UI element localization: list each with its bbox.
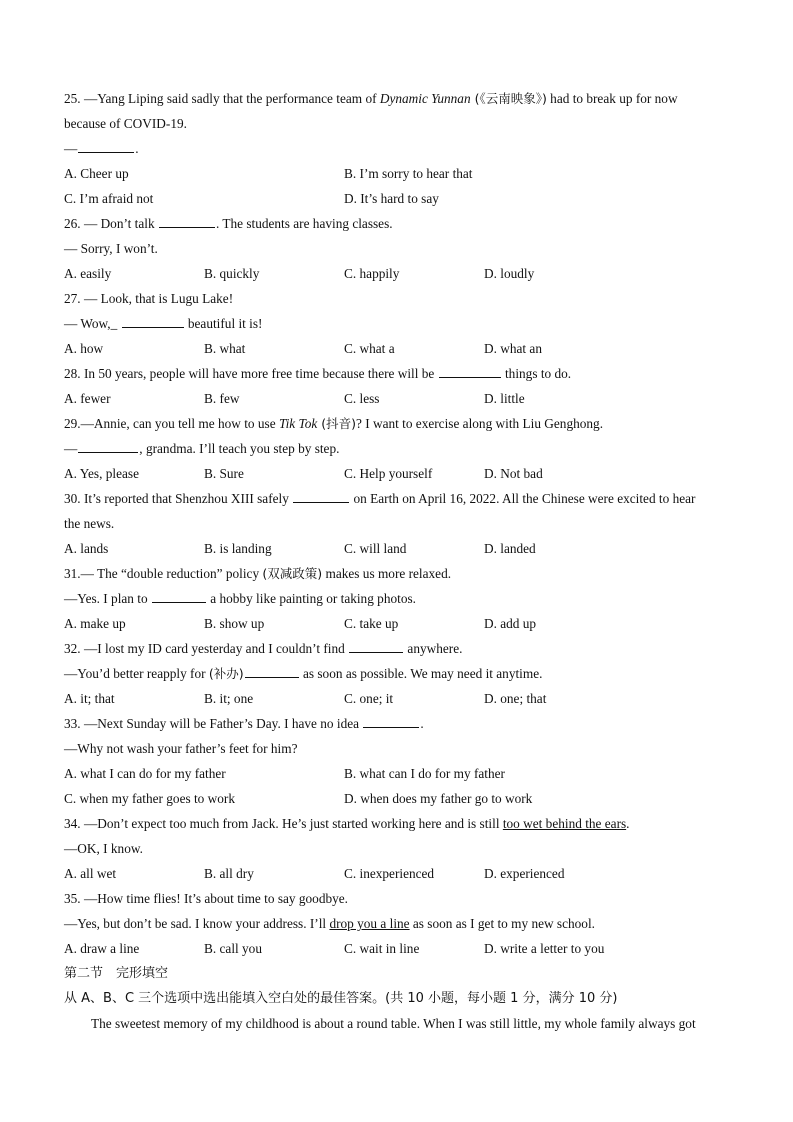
q35-response-text: —Yes, but don’t be sad. I know your address. I’ll [64, 916, 330, 931]
q33-option-b[interactable]: B. what can I do for my father [344, 766, 505, 781]
q32-response-text-end: as soon as possible. We may need it anytime. [299, 666, 543, 681]
answer-blank[interactable] [349, 640, 403, 653]
q34-stem-text: 34. —Don’t expect too much from Jack. He’s just started working here and is still [64, 816, 503, 831]
q29-title-italic: Tik Tok [278, 416, 318, 431]
answer-blank[interactable] [159, 215, 215, 228]
q26-stem-text-end: . The students are having classes. [215, 216, 393, 231]
q34-underlined-phrase: too wet behind the ears [502, 816, 627, 831]
q27-response-text-end: beautiful it is! [184, 316, 263, 331]
q31-response-text-end: a hobby like painting or taking photos. [206, 591, 416, 606]
q34-option-b[interactable]: B. all dry [204, 866, 254, 881]
q25-option-b[interactable]: B. I’m sorry to hear that [344, 166, 473, 181]
q35-stem-line1: 35. —How time flies! It’s about time to say goodbye. [64, 891, 348, 906]
answer-blank[interactable] [245, 665, 299, 678]
answer-blank[interactable] [363, 715, 419, 728]
answer-blank[interactable] [122, 315, 184, 328]
q27-stem-line1: 27. — Look, that is Lugu Lake! [64, 291, 234, 306]
q34-option-d[interactable]: D. experienced [484, 866, 565, 881]
q26-stem-text: 26. — Don’t talk [64, 216, 158, 231]
q25-option-d[interactable]: D. It’s hard to say [344, 191, 439, 206]
q28-stem-text-end: things to do. [501, 366, 572, 381]
q33-response-line: —Why not wash your father’s feet for him? [64, 741, 298, 756]
answer-blank[interactable] [78, 140, 134, 153]
q30-option-b[interactable]: B. is landing [204, 541, 272, 556]
q28-option-c[interactable]: C. less [344, 391, 380, 406]
q28-stem-line1 [64, 365, 571, 383]
q29-response-line [64, 440, 339, 458]
q32-chinese-term: (补办) [208, 666, 244, 681]
q29-option-c[interactable]: C. Help yourself [344, 466, 433, 481]
q35-option-a[interactable]: A. draw a line [64, 941, 140, 956]
q33-option-a[interactable]: A. what I can do for my father [64, 766, 226, 781]
q31-stem-line1 [64, 565, 451, 583]
q35-response-text-end: as soon as I get to my new school. [409, 916, 595, 931]
q26-option-b[interactable]: B. quickly [204, 266, 260, 281]
q27-option-d[interactable]: D. what an [484, 341, 542, 356]
q29-chinese-title: (抖音) [317, 416, 356, 431]
q30-stem-text-end: on Earth on April 16, 2022. All the Chinese were excited to hear [350, 491, 696, 506]
q28-option-a[interactable]: A. fewer [64, 391, 111, 406]
q27-option-c[interactable]: C. what a [344, 341, 395, 356]
q27-option-b[interactable]: B. what [204, 341, 246, 356]
q25-stem-text: 25. —Yang Liping said sadly that the performance team of [64, 91, 380, 106]
period: . [135, 141, 139, 156]
q29-stem-text: 29.—Annie, can you tell me how to use [64, 416, 279, 431]
q30-stem-line1 [64, 490, 695, 508]
answer-blank[interactable] [439, 365, 501, 378]
q34-response-line: —OK, I know. [64, 841, 143, 856]
period: . [420, 716, 424, 731]
q29-option-b[interactable]: B. Sure [204, 466, 244, 481]
answer-blank[interactable] [152, 590, 206, 603]
q30-option-a[interactable]: A. lands [64, 541, 109, 556]
q32-stem-text: 32. —I lost my ID card yesterday and I couldn’t find [64, 641, 349, 656]
q27-response-line [64, 315, 262, 333]
q25-stem-text-end: had to break up for now [546, 91, 678, 106]
q27-response-text: — Wow,_ [64, 316, 121, 331]
section-title: 第二节 完形填空 [64, 966, 169, 981]
q25-chinese-title: (《云南映象》) [470, 91, 547, 106]
q26-response-line: — Sorry, I won’t. [64, 241, 158, 256]
q33-stem-line1 [64, 715, 424, 733]
q33-option-d[interactable]: D. when does my father go to work [344, 791, 533, 806]
q26-option-a[interactable]: A. easily [64, 266, 112, 281]
period: . [626, 816, 630, 831]
q34-stem-line1 [64, 815, 630, 833]
q35-option-d[interactable]: D. write a letter to you [484, 941, 605, 956]
q33-option-c[interactable]: C. when my father goes to work [64, 791, 235, 806]
q35-underlined-phrase: drop you a line [329, 916, 410, 931]
q33-stem-text: 33. —Next Sunday will be Father’s Day. I have no idea [64, 716, 363, 731]
q31-option-d[interactable]: D. add up [484, 616, 537, 631]
q31-stem-text: 31.— The “double reduction” policy [64, 566, 263, 581]
q26-option-d[interactable]: D. loudly [484, 266, 535, 281]
q25-stem-line1 [64, 90, 678, 108]
q28-option-b[interactable]: B. few [204, 391, 240, 406]
q25-stem-line2: because of COVID-19. [64, 116, 187, 131]
q31-chinese-term: (双减政策) [262, 566, 323, 581]
q34-option-c[interactable]: C. inexperienced [344, 866, 435, 881]
q32-response-text: —You’d better reapply for [64, 666, 209, 681]
q31-response-line [64, 590, 416, 608]
q25-option-a[interactable]: A. Cheer up [64, 166, 129, 181]
q32-stem-text-end: anywhere. [404, 641, 463, 656]
q26-option-c[interactable]: C. happily [344, 266, 400, 281]
q25-option-c[interactable]: C. I’m afraid not [64, 191, 154, 206]
q27-option-a[interactable]: A. how [64, 341, 104, 356]
q30-option-c[interactable]: C. will land [344, 541, 407, 556]
q30-option-d[interactable]: D. landed [484, 541, 536, 556]
q31-option-b[interactable]: B. show up [204, 616, 265, 631]
q25-title-italic: Dynamic Yunnan [379, 91, 471, 106]
q35-option-c[interactable]: C. wait in line [344, 941, 420, 956]
q31-response-text: —Yes. I plan to [64, 591, 151, 606]
q31-option-c[interactable]: C. take up [344, 616, 399, 631]
answer-blank[interactable] [293, 490, 349, 503]
q35-response-line [64, 915, 595, 933]
q32-option-b[interactable]: B. it; one [204, 691, 254, 706]
q32-option-d[interactable]: D. one; that [484, 691, 547, 706]
q32-response-line [64, 665, 542, 683]
answer-blank[interactable] [78, 440, 138, 453]
q32-stem-line1 [64, 640, 462, 658]
passage-first-line: The sweetest memory of my childhood is about a round table. When I was still little, my whole family always got [91, 1016, 696, 1031]
q30-stem-text: 30. It’s reported that Shenzhou XIII safely [64, 491, 293, 506]
q29-option-d[interactable]: D. Not bad [484, 466, 543, 481]
q30-stem-line2: the news. [64, 516, 115, 531]
q34-option-a[interactable]: A. all wet [64, 866, 117, 881]
q28-stem-text: 28. In 50 years, people will have more free time because there will be [64, 366, 438, 381]
q29-response-text-end: , grandma. I’ll teach you step by step. [139, 441, 340, 456]
q32-option-a[interactable]: A. it; that [64, 691, 115, 706]
q31-option-a[interactable]: A. make up [64, 616, 126, 631]
q29-stem-text-end: ? I want to exercise along with Liu Genghong. [355, 416, 604, 431]
section-instructions: 从 A、B、C 三个选项中选出能填入空白处的最佳答案。(共 10 小题，每小题 1 分，满分 10 分) [64, 991, 618, 1006]
dash: — [64, 441, 78, 456]
q29-stem-line1 [64, 415, 603, 433]
q35-option-b[interactable]: B. call you [204, 941, 262, 956]
q25-response-line [64, 140, 139, 158]
q31-stem-text-end: makes us more relaxed. [322, 566, 452, 581]
q28-option-d[interactable]: D. little [484, 391, 525, 406]
dash: — [64, 141, 78, 156]
q26-stem-line1 [64, 215, 393, 233]
q29-option-a[interactable]: A. Yes, please [64, 466, 139, 481]
q32-option-c[interactable]: C. one; it [344, 691, 394, 706]
